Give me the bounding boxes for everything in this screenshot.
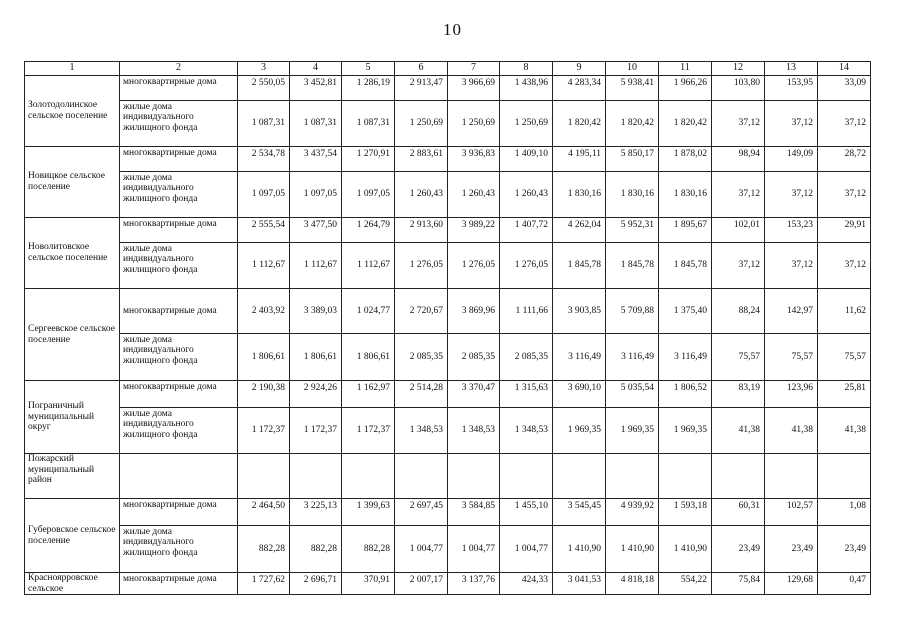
value-cell xyxy=(765,454,818,499)
value-cell: 3 116,49 xyxy=(553,334,606,381)
value-cell: 149,09 xyxy=(765,147,818,172)
header-cell: 6 xyxy=(395,62,448,76)
value-cell: 1 820,42 xyxy=(553,101,606,147)
value-cell: 1 004,77 xyxy=(500,526,553,573)
header-cell: 5 xyxy=(342,62,395,76)
value-cell: 1 276,05 xyxy=(395,243,448,289)
value-cell: 1 260,43 xyxy=(395,172,448,218)
value-cell: 3 116,49 xyxy=(659,334,712,381)
value-cell: 1 172,37 xyxy=(238,408,290,454)
municipality-name: Губеровское сельское поселение xyxy=(25,499,120,573)
table-row xyxy=(25,289,871,334)
table-row xyxy=(25,147,871,172)
value-cell: 1 593,18 xyxy=(659,499,712,526)
housing-type: жилые дома индивидуального жилищного фонда xyxy=(120,101,238,147)
value-cell: 1 172,37 xyxy=(342,408,395,454)
value-cell: 1 097,05 xyxy=(238,172,290,218)
municipality-name: Пожарский муниципальный район xyxy=(25,454,120,499)
value-cell: 41,38 xyxy=(765,408,818,454)
housing-type: многоквартирные дома xyxy=(120,573,238,595)
header-cell: 1 xyxy=(25,62,120,76)
value-cell: 882,28 xyxy=(290,526,342,573)
value-cell: 1 087,31 xyxy=(342,101,395,147)
value-cell: 882,28 xyxy=(342,526,395,573)
page-number: 10 xyxy=(443,20,462,39)
value-cell: 129,68 xyxy=(765,573,818,595)
housing-type: многоквартирные дома xyxy=(120,289,238,334)
municipality-name: Золотодолинское сельское поселение xyxy=(25,76,120,147)
value-cell: 1 845,78 xyxy=(553,243,606,289)
value-cell xyxy=(712,454,765,499)
value-cell xyxy=(659,454,712,499)
value-cell: 88,24 xyxy=(712,289,765,334)
value-cell: 1 162,97 xyxy=(342,381,395,408)
value-cell: 370,91 xyxy=(342,573,395,595)
value-cell: 1 112,67 xyxy=(290,243,342,289)
value-cell: 3 936,83 xyxy=(448,147,500,172)
value-cell: 1 260,43 xyxy=(448,172,500,218)
table-body xyxy=(25,76,871,595)
value-cell: 0,47 xyxy=(818,573,871,595)
value-cell: 3 584,85 xyxy=(448,499,500,526)
table-row xyxy=(25,218,871,243)
value-cell: 4 195,11 xyxy=(553,147,606,172)
value-cell: 1 410,90 xyxy=(606,526,659,573)
value-cell: 75,84 xyxy=(712,573,765,595)
header-cell: 10 xyxy=(606,62,659,76)
municipality-name: Сергеевское сельское поселение xyxy=(25,289,120,381)
value-cell: 4 939,92 xyxy=(606,499,659,526)
value-cell xyxy=(448,454,500,499)
value-cell: 2 913,47 xyxy=(395,76,448,101)
value-cell: 25,81 xyxy=(818,381,871,408)
value-cell: 1 399,63 xyxy=(342,499,395,526)
value-cell: 5 709,88 xyxy=(606,289,659,334)
header-cell: 2 xyxy=(120,62,238,76)
value-cell: 1 111,66 xyxy=(500,289,553,334)
value-cell: 37,12 xyxy=(765,172,818,218)
value-cell: 23,49 xyxy=(765,526,818,573)
header-row xyxy=(25,62,871,76)
value-cell: 1 806,61 xyxy=(238,334,290,381)
municipality-name: Новолитовское сельское поселение xyxy=(25,218,120,289)
value-cell: 1 830,16 xyxy=(553,172,606,218)
value-cell: 23,49 xyxy=(818,526,871,573)
value-cell xyxy=(290,454,342,499)
value-cell: 102,01 xyxy=(712,218,765,243)
value-cell: 5 035,54 xyxy=(606,381,659,408)
value-cell: 37,12 xyxy=(712,172,765,218)
value-cell xyxy=(342,454,395,499)
value-cell: 3 989,22 xyxy=(448,218,500,243)
table-row xyxy=(25,334,871,381)
housing-type: жилые дома индивидуального жилищного фонда xyxy=(120,526,238,573)
value-cell: 1 112,67 xyxy=(238,243,290,289)
housing-type: жилые дома индивидуального жилищного фонда xyxy=(120,243,238,289)
value-cell: 4 283,34 xyxy=(553,76,606,101)
value-cell: 1 830,16 xyxy=(659,172,712,218)
value-cell: 2 534,78 xyxy=(238,147,290,172)
header-cell: 13 xyxy=(765,62,818,76)
value-cell: 1 172,37 xyxy=(290,408,342,454)
value-cell: 3 041,53 xyxy=(553,573,606,595)
value-cell: 33,09 xyxy=(818,76,871,101)
value-cell: 2 190,38 xyxy=(238,381,290,408)
value-cell: 123,96 xyxy=(765,381,818,408)
value-cell: 1 087,31 xyxy=(290,101,342,147)
housing-type: многоквартирные дома xyxy=(120,499,238,526)
value-cell: 37,12 xyxy=(765,243,818,289)
value-cell: 103,80 xyxy=(712,76,765,101)
value-cell: 37,12 xyxy=(712,101,765,147)
value-cell: 1 806,61 xyxy=(290,334,342,381)
value-cell: 1 969,35 xyxy=(659,408,712,454)
value-cell: 2 720,67 xyxy=(395,289,448,334)
value-cell: 2 555,54 xyxy=(238,218,290,243)
value-cell: 28,72 xyxy=(818,147,871,172)
value-cell: 1 276,05 xyxy=(448,243,500,289)
value-cell: 1 845,78 xyxy=(606,243,659,289)
value-cell: 2 697,45 xyxy=(395,499,448,526)
table-row xyxy=(25,454,871,499)
value-cell: 11,62 xyxy=(818,289,871,334)
value-cell: 2 007,17 xyxy=(395,573,448,595)
value-cell: 75,57 xyxy=(765,334,818,381)
value-cell: 3 137,76 xyxy=(448,573,500,595)
value-cell: 60,31 xyxy=(712,499,765,526)
value-cell: 1 270,91 xyxy=(342,147,395,172)
value-cell: 3 869,96 xyxy=(448,289,500,334)
value-cell: 1 438,96 xyxy=(500,76,553,101)
value-cell: 1 087,31 xyxy=(238,101,290,147)
value-cell: 5 938,41 xyxy=(606,76,659,101)
value-cell: 142,97 xyxy=(765,289,818,334)
table-row xyxy=(25,101,871,147)
header-cell: 4 xyxy=(290,62,342,76)
value-cell: 1 969,35 xyxy=(553,408,606,454)
value-cell: 1 315,63 xyxy=(500,381,553,408)
value-cell: 3 437,54 xyxy=(290,147,342,172)
value-cell: 1 112,67 xyxy=(342,243,395,289)
value-cell: 3 477,50 xyxy=(290,218,342,243)
value-cell: 1 260,43 xyxy=(500,172,553,218)
value-cell: 41,38 xyxy=(712,408,765,454)
value-cell: 1 820,42 xyxy=(606,101,659,147)
value-cell: 1 806,61 xyxy=(342,334,395,381)
value-cell: 3 389,03 xyxy=(290,289,342,334)
value-cell: 102,57 xyxy=(765,499,818,526)
value-cell: 3 690,10 xyxy=(553,381,606,408)
value-cell: 5 850,17 xyxy=(606,147,659,172)
value-cell: 1,08 xyxy=(818,499,871,526)
value-cell: 83,19 xyxy=(712,381,765,408)
value-cell: 37,12 xyxy=(818,101,871,147)
value-cell: 2 085,35 xyxy=(395,334,448,381)
value-cell: 1 276,05 xyxy=(500,243,553,289)
header-cell: 3 xyxy=(238,62,290,76)
value-cell: 2 550,05 xyxy=(238,76,290,101)
header-cell: 14 xyxy=(818,62,871,76)
value-cell: 2 883,61 xyxy=(395,147,448,172)
value-cell: 37,12 xyxy=(818,172,871,218)
value-cell: 5 952,31 xyxy=(606,218,659,243)
value-cell: 2 464,50 xyxy=(238,499,290,526)
value-cell: 1 250,69 xyxy=(448,101,500,147)
value-cell: 153,95 xyxy=(765,76,818,101)
value-cell: 1 348,53 xyxy=(448,408,500,454)
header-cell: 9 xyxy=(553,62,606,76)
header-cell: 8 xyxy=(500,62,553,76)
value-cell: 1 727,62 xyxy=(238,573,290,595)
housing-type: жилые дома индивидуального жилищного фонда xyxy=(120,172,238,218)
value-cell: 2 085,35 xyxy=(500,334,553,381)
value-cell xyxy=(606,454,659,499)
housing-type: многоквартирные дома xyxy=(120,147,238,172)
value-cell: 41,38 xyxy=(818,408,871,454)
municipality-name: Красноярровское сельское xyxy=(25,573,120,595)
header-cell: 12 xyxy=(712,62,765,76)
value-cell: 98,94 xyxy=(712,147,765,172)
value-cell: 1 348,53 xyxy=(395,408,448,454)
value-cell: 3 545,45 xyxy=(553,499,606,526)
value-cell: 1 286,19 xyxy=(342,76,395,101)
value-cell xyxy=(238,454,290,499)
value-cell xyxy=(818,454,871,499)
value-cell: 1 895,67 xyxy=(659,218,712,243)
value-cell: 3 966,69 xyxy=(448,76,500,101)
value-cell: 1 410,90 xyxy=(553,526,606,573)
table-row xyxy=(25,408,871,454)
value-cell xyxy=(395,454,448,499)
header-cell: 7 xyxy=(448,62,500,76)
value-cell: 3 452,81 xyxy=(290,76,342,101)
value-cell: 1 375,40 xyxy=(659,289,712,334)
value-cell: 75,57 xyxy=(818,334,871,381)
housing-type: жилые дома индивидуального жилищного фонда xyxy=(120,408,238,454)
value-cell: 424,33 xyxy=(500,573,553,595)
value-cell: 882,28 xyxy=(238,526,290,573)
value-cell: 1 409,10 xyxy=(500,147,553,172)
value-cell: 2 514,28 xyxy=(395,381,448,408)
table-row xyxy=(25,526,871,573)
header-cell: 11 xyxy=(659,62,712,76)
value-cell: 1 004,77 xyxy=(395,526,448,573)
table-row xyxy=(25,573,871,595)
municipality-name: Пограничный муниципальный округ xyxy=(25,381,120,454)
value-cell: 2 696,71 xyxy=(290,573,342,595)
value-cell: 1 455,10 xyxy=(500,499,553,526)
value-cell: 3 225,13 xyxy=(290,499,342,526)
value-cell: 1 407,72 xyxy=(500,218,553,243)
table-row xyxy=(25,172,871,218)
value-cell: 2 085,35 xyxy=(448,334,500,381)
value-cell xyxy=(500,454,553,499)
value-cell: 2 913,60 xyxy=(395,218,448,243)
value-cell: 153,23 xyxy=(765,218,818,243)
value-cell: 1 024,77 xyxy=(342,289,395,334)
value-cell: 37,12 xyxy=(712,243,765,289)
value-cell: 2 924,26 xyxy=(290,381,342,408)
value-cell: 2 403,92 xyxy=(238,289,290,334)
housing-type: многоквартирные дома xyxy=(120,76,238,101)
housing-type xyxy=(120,454,238,499)
value-cell: 1 878,02 xyxy=(659,147,712,172)
value-cell: 1 004,77 xyxy=(448,526,500,573)
value-cell: 1 097,05 xyxy=(290,172,342,218)
value-cell: 3 370,47 xyxy=(448,381,500,408)
value-cell: 75,57 xyxy=(712,334,765,381)
value-cell: 1 966,26 xyxy=(659,76,712,101)
value-cell: 1 250,69 xyxy=(395,101,448,147)
table-row xyxy=(25,499,871,526)
value-cell: 29,91 xyxy=(818,218,871,243)
value-cell: 37,12 xyxy=(765,101,818,147)
value-cell: 1 806,52 xyxy=(659,381,712,408)
value-cell: 1 264,79 xyxy=(342,218,395,243)
value-cell: 1 097,05 xyxy=(342,172,395,218)
value-cell: 1 845,78 xyxy=(659,243,712,289)
value-cell: 1 820,42 xyxy=(659,101,712,147)
value-cell xyxy=(553,454,606,499)
municipality-name: Новицкое сельское поселение xyxy=(25,147,120,218)
table-row xyxy=(25,381,871,408)
housing-type: многоквартирные дома xyxy=(120,218,238,243)
housing-type: жилые дома индивидуального жилищного фонда xyxy=(120,334,238,381)
value-cell: 4 262,04 xyxy=(553,218,606,243)
value-cell: 1 348,53 xyxy=(500,408,553,454)
value-cell: 4 818,18 xyxy=(606,573,659,595)
value-cell: 3 116,49 xyxy=(606,334,659,381)
value-cell: 37,12 xyxy=(818,243,871,289)
tariff-table xyxy=(24,61,871,595)
table-row xyxy=(25,243,871,289)
value-cell: 1 410,90 xyxy=(659,526,712,573)
value-cell: 1 969,35 xyxy=(606,408,659,454)
value-cell: 1 250,69 xyxy=(500,101,553,147)
value-cell: 1 830,16 xyxy=(606,172,659,218)
value-cell: 3 903,85 xyxy=(553,289,606,334)
value-cell: 23,49 xyxy=(712,526,765,573)
housing-type: многоквартирные дома xyxy=(120,381,238,408)
table-row xyxy=(25,76,871,101)
value-cell: 554,22 xyxy=(659,573,712,595)
